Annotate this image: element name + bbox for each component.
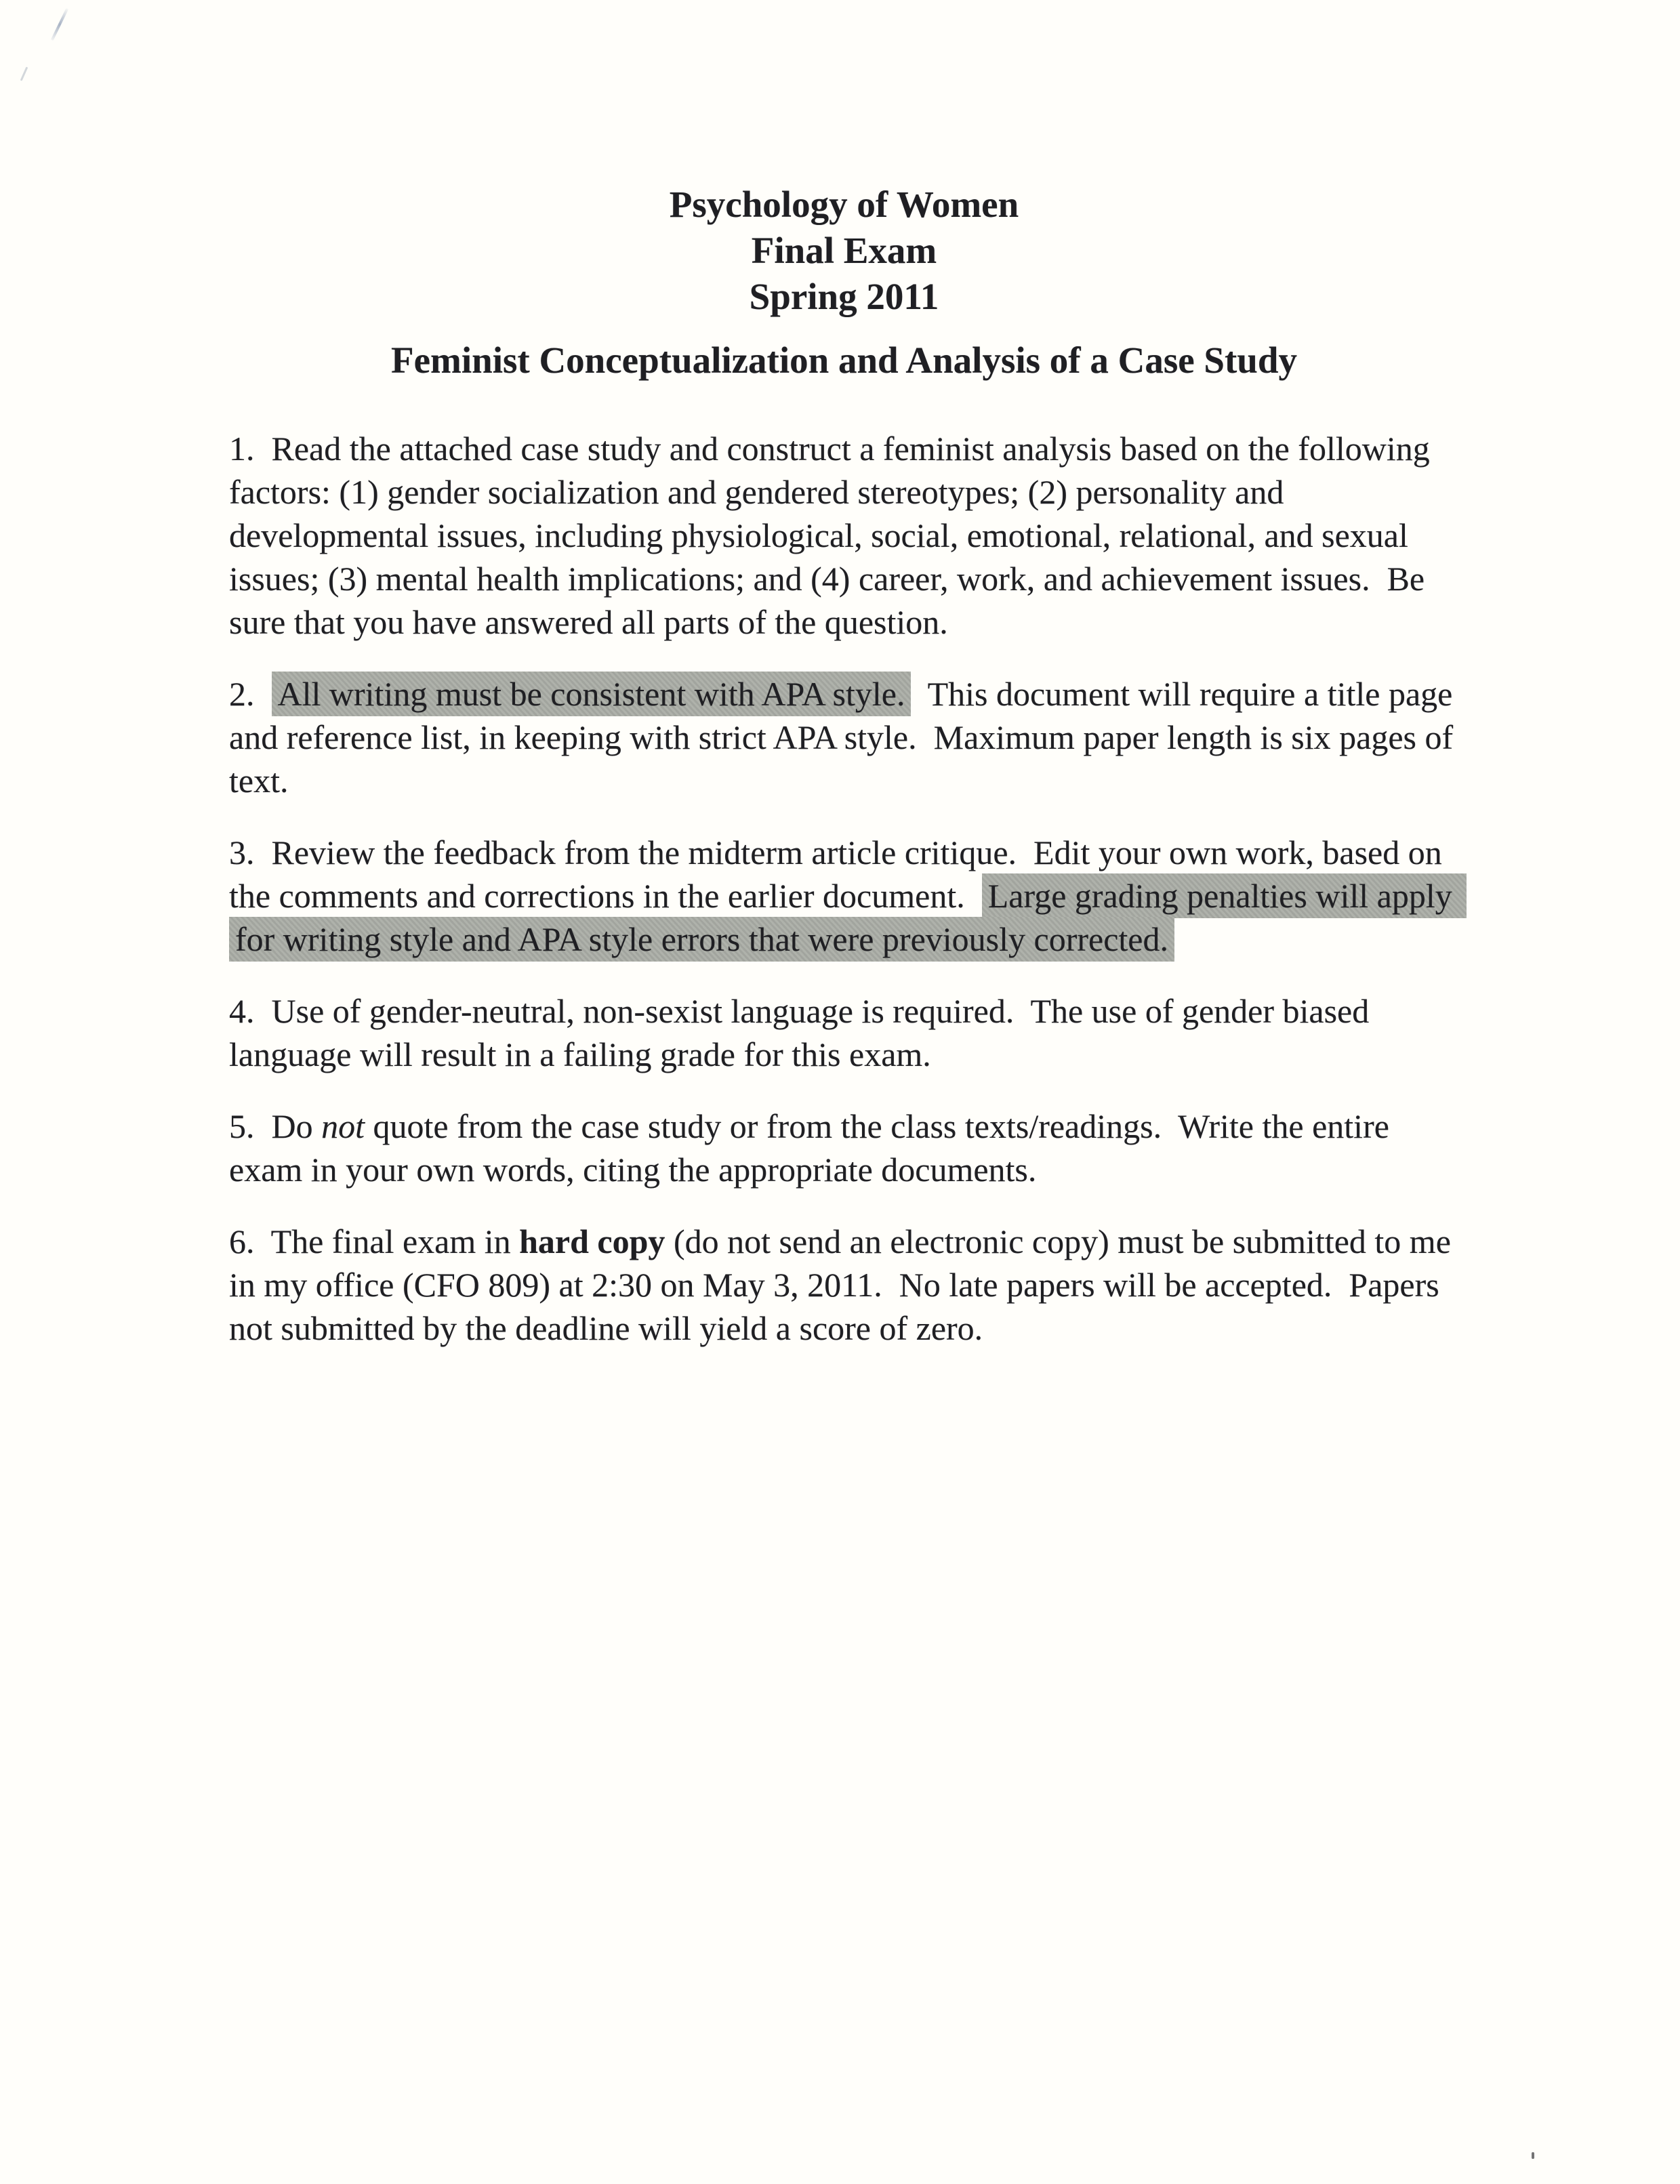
document-content — [229, 182, 1462, 1378]
paragraph-text: This document will require a title page and reference list, in keeping with strict APA style. Maximum paper length is six pages of text. — [229, 675, 1462, 800]
highlighted-text: Large grading penalties will apply for writing style and APA style errors that were previously corrected. — [229, 873, 1467, 962]
paragraph-text: 1. Read the attached case study and construct a feminist analysis based on the following factors: (1) gender socialization and gendered stereotypes; (2) personality and developmental issues, including physiological, social, emotional, relational, and sexual issues; (3) mental health implications; and (4) career, work, and achievement issues. Be sure that you have answered all parts of the question. — [229, 430, 1439, 641]
document-title-line-1: Psychology of Women — [669, 184, 1019, 225]
document-title-line-3: Spring 2011 — [749, 276, 939, 317]
instruction-paragraph-5 — [229, 1105, 1459, 1191]
paragraph-text: 3. Review the feedback from the midterm article critique. Edit your own work, based on the comments and corrections in the earlier document. — [229, 833, 1451, 915]
paragraph-text: 6. The final exam in — [229, 1222, 520, 1260]
italic-text: not — [321, 1107, 365, 1145]
document-body — [229, 427, 1462, 1350]
paragraph-text: 4. Use of gender-neutral, non-sexist language is required. The use of gender biased language will result in a failing grade for this exam. — [229, 992, 1378, 1073]
paragraph-text: (do not send an electronic copy) must be submitted to me in my office (CFO 809) at 2:30 on May 3, 2011. No late papers will be accepted. Papers not submitted by the deadline will yield a score of zero. — [229, 1222, 1460, 1347]
pen-mark-artifact-small — [20, 66, 28, 81]
document-subtitle: Feminist Conceptualization and Analysis of a Case Study — [391, 339, 1297, 381]
instruction-paragraph-2 — [229, 672, 1462, 802]
instruction-paragraph-3 — [229, 831, 1459, 961]
pen-mark-artifact — [51, 8, 68, 41]
instruction-paragraph-1 — [229, 427, 1459, 644]
paragraph-text: 5. Do — [229, 1107, 322, 1145]
document-title-line-2: Final Exam — [751, 230, 937, 271]
bold-text: hard copy — [519, 1222, 665, 1260]
instruction-paragraph-6 — [229, 1220, 1459, 1350]
highlighted-text: All writing must be consistent with APA style. — [272, 672, 911, 716]
scan-speck — [1532, 2152, 1534, 2159]
instruction-paragraph-4 — [229, 989, 1459, 1076]
paragraph-text: quote from the case study or from the class texts/readings. Write the entire exam in your own words, citing the appropriate documents. — [229, 1107, 1398, 1189]
paragraph-text: 2. — [229, 675, 272, 713]
document-title-block — [229, 182, 1459, 320]
